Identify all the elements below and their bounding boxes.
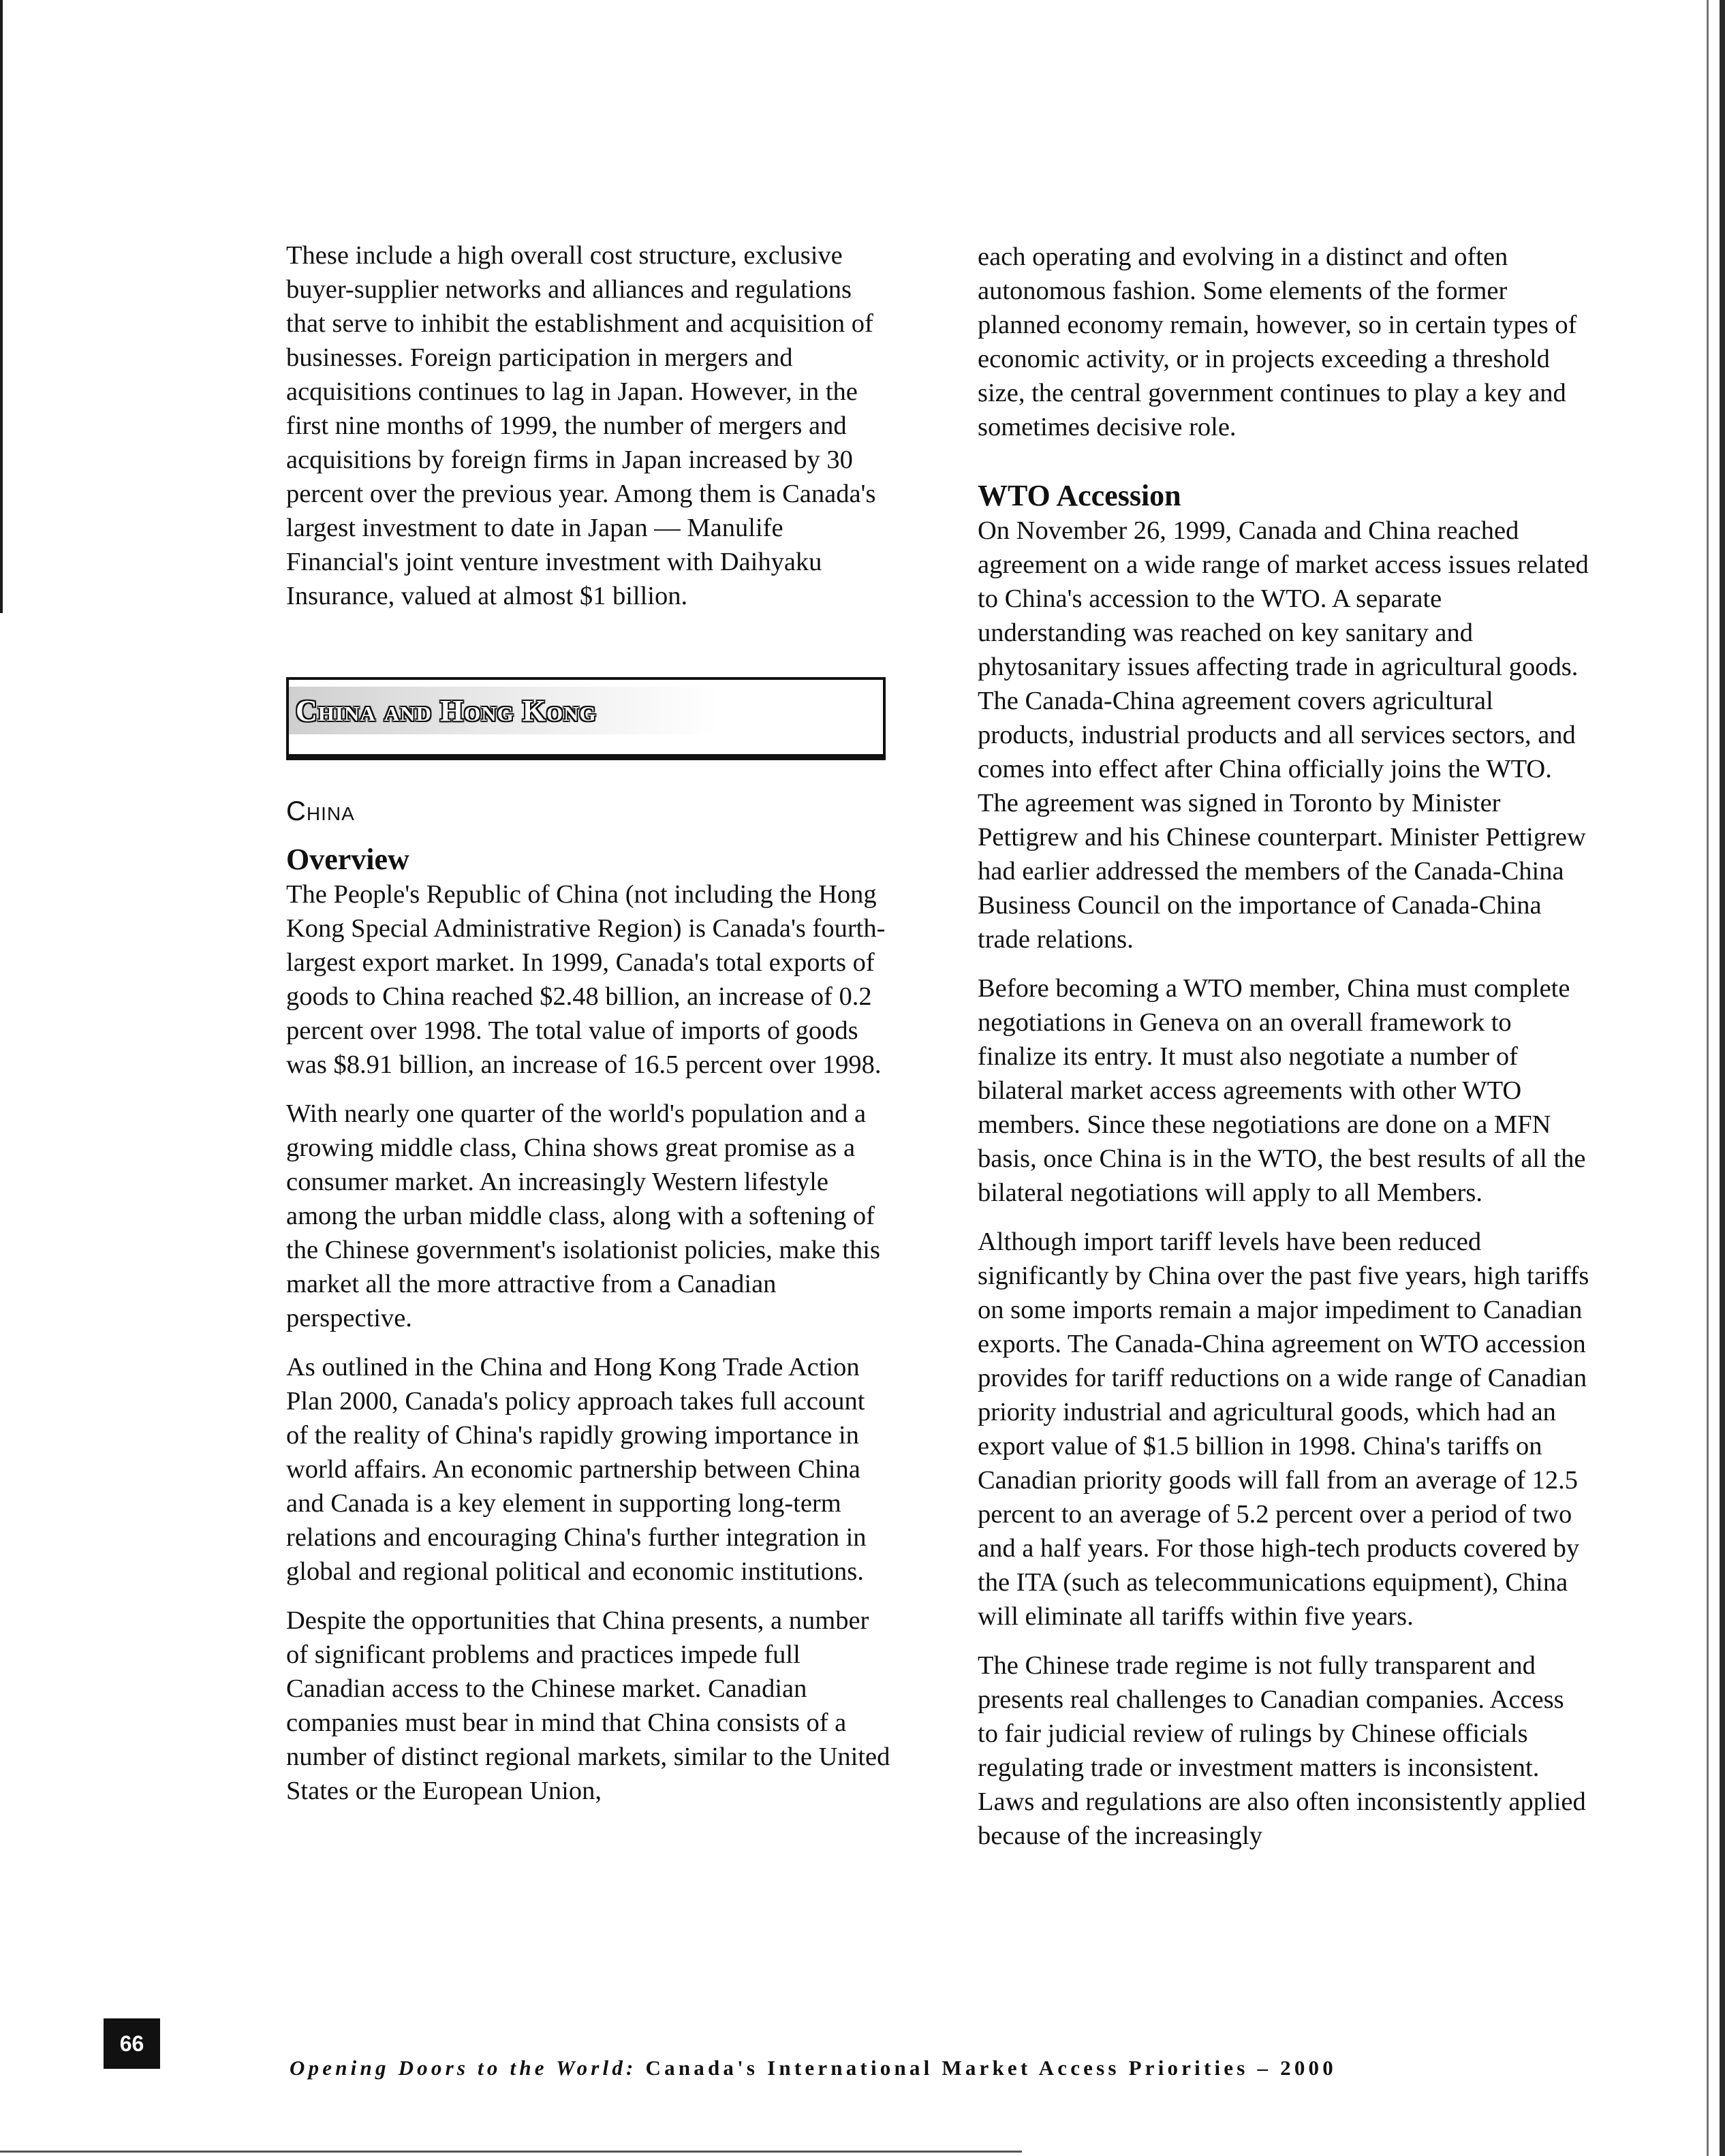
section-title: China (286, 796, 355, 826)
scan-edge-bottom (0, 2151, 1022, 2153)
scan-edge-right-inner (1707, 0, 1709, 2156)
continuation-paragraph: each operating and evolving in a distinct and often autonomous fashion. Some elements of the former planned economy remain, however, so in certain types of economic activity, or in projects exceeding a threshold size, the central government continues to play a key and sometimes decisive role. (978, 243, 1577, 441)
overview-paragraph: The People's Republic of China (not including the Hong Kong Special Administrative Region) is Canada's fourth-largest export market. In 1999, Canada's total exports of goods to China reached $2.48 billion, an increase of 0.2 percent over 1998. The total value of imports of goods was $8.91 billion, an increase of 16.5 percent over 1998. (286, 880, 886, 1079)
japan-continuation-paragraph: These include a high overall cost structure, exclusive buyer-supplier networks and alliances and regulations that serve to inhibit the establishment and acquisition of businesses. Foreign participation in mergers and acquisitions continues to lag in Japan. However, in the first nine months of 1999, the number of mergers and acquisitions by foreign firms in Japan increased by 30 percent over the previous year. Among them is Canada's largest investment to date in Japan — Manulife Financial's joint venture investment with Daihyaku Insurance, valued at almost $1 billion. (286, 241, 876, 610)
footer-publication-subtitle: Canada's International Market Access Priorities – 2000 (645, 2056, 1337, 2080)
overview-paragraph: With nearly one quarter of the world's population and a growing middle class, China shows great promise as a consumer market. An increasingly Western lifestyle among the urban middle class, along with a softening of the Chinese government's isolationist policies, make this market all the more attractive from a Canadian perspective. (286, 1099, 880, 1332)
banner-title: China and Hong Kong (296, 694, 597, 728)
footer-publication-title: Opening Doors to the World: (290, 2056, 637, 2080)
scan-edge-left (0, 0, 3, 613)
region-banner (286, 677, 886, 760)
running-footer (290, 2055, 1536, 2082)
page-number: 66 (104, 2018, 160, 2069)
overview-paragraph: As outlined in the China and Hong Kong Trade Action Plan 2000, Canada's policy approach takes full account of the reality of China's rapidly growing importance in world affairs. An economic partnership between China and Canada is a key element in supporting long-term relations and encouraging China's further integration in global and regional political and economic institutions. (286, 1353, 867, 1586)
overview-heading: Overview (286, 843, 409, 876)
left-column (286, 238, 892, 1823)
wto-paragraph: On November 26, 1999, Canada and China reached agreement on a wide range of market access issues related to China's accession to the WTO. A separate understanding was reached on key sanitary and phytosanitary issues affecting trade in agricultural goods. The Canada-China agreement covers agricultural products, industrial products and all services sectors, and comes into effect after China officially joins the WTO. The agreement was signed in Toronto by Minister Pettigrew and his Chinese counterpart. Minister Pettigrew had earlier addressed the members of the Canada-China Business Council on the importance of Canada-China trade relations. (978, 516, 1589, 954)
overview-paragraph: Despite the opportunities that China presents, a number of significant problems and practices impede full Canadian access to the Chinese market. Canadian companies must bear in mind that China consists of a number of distinct regional markets, similar to the United States or the European Union, (286, 1606, 890, 1805)
wto-heading: WTO Accession (978, 479, 1181, 512)
wto-paragraph: Although import tariff levels have been reduced significantly by China over the past five years, high tariffs on some imports remain a major impediment to Canadian exports. The Canada-China agreement on WTO accession provides for tariff reductions on a wide range of Canadian priority industrial and agricultural goods, which had an export value of $1.5 billion in 1998. China's tariffs on Canadian priority goods will fall from an average of 12.5 percent to an average of 5.2 percent over a period of two and a half years. For those high-tech products covered by the ITA (such as telecommunications equipment), China will eliminate all tariffs within five years. (978, 1228, 1589, 1631)
wto-paragraph: Before becoming a WTO member, China must complete negotiations in Geneva on an overall framework to finalize its entry. It must also negotiate a number of bilateral market access agreements with other WTO members. Since these negotiations are done on a MFN basis, once China is in the WTO, the best results of all the bilateral negotiations will apply to all Members. (978, 974, 1586, 1207)
scan-edge-right (1720, 0, 1725, 2156)
wto-paragraph: The Chinese trade regime is not fully transparent and presents real challenges to Canadian companies. Access to fair judicial review of rulings by Chinese officials regulating trade or investment matters is inconsistent. Laws and regulations are also often inconsistently applied because of the increasingly (978, 1651, 1586, 1850)
right-column (978, 240, 1591, 1868)
